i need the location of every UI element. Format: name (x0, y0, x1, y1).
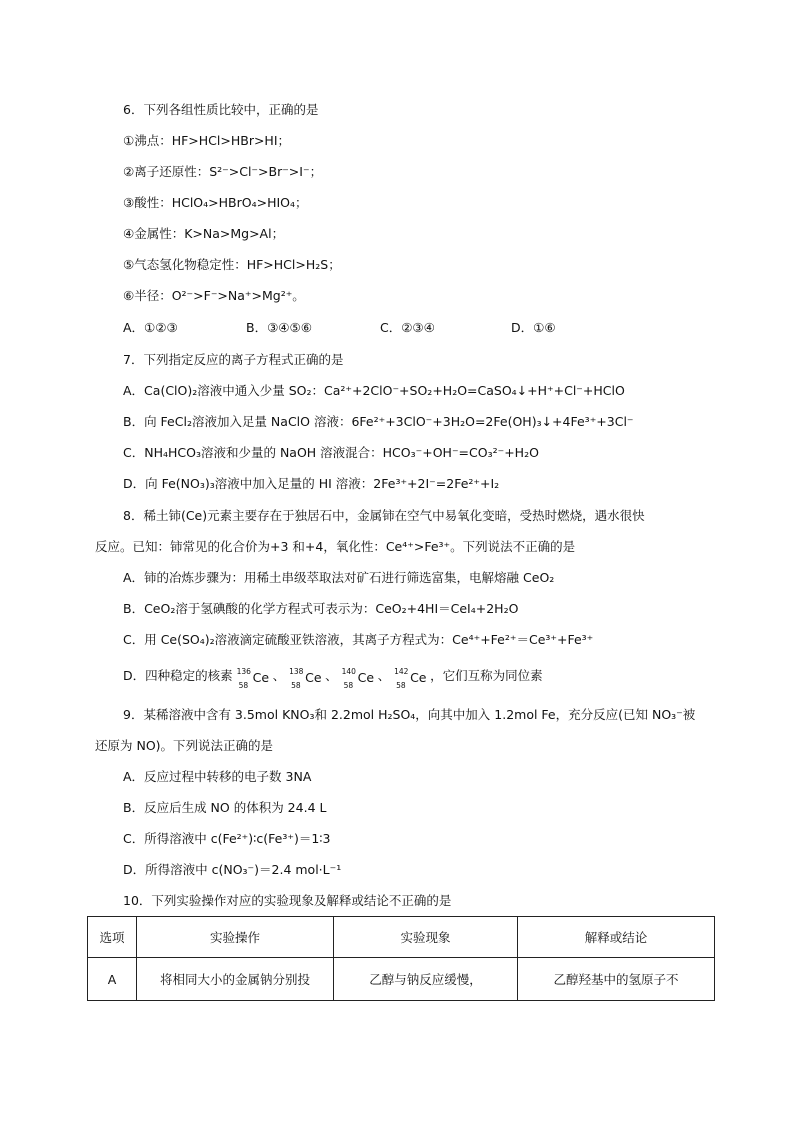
q8-stem-line1: 8．稀土铈(Ce)元素主要存在于独居石中，金属铈在空气中易氧化变暗，受热时燃烧，遇水很快 (123, 508, 645, 523)
q6-item-2: ②离子还原性：S²⁻>Cl⁻>Br⁻>I⁻； (123, 164, 323, 179)
q6-option-a: A．①②③ (123, 320, 178, 335)
q7-option-d: D．向 Fe(NO₃)₃溶液中加入足量的 HI 溶液：2Fe³⁺+2I⁻=2Fe²⁺+I₂ (123, 476, 500, 491)
q9-option-d: D．所得溶液中 c(NO₃⁻)＝2.4 mol·L⁻¹ (123, 862, 342, 877)
q6-options (123, 319, 556, 337)
q8-option-a: A．铈的冶炼步骤为：用稀土串级萃取法对矿石进行筛选富集，电解熔融 CeO₂ (123, 570, 555, 585)
q9-option-b: B．反应后生成 NO 的体积为 24.4 L (123, 800, 327, 815)
q7-option-a: A．Ca(ClO)₂溶液中通入少量 SO₂：Ca²⁺+2ClO⁻+SO₂+H₂O=CaSO₄↓+H⁺+Cl⁻+HClO (123, 383, 625, 398)
cell-option: A (88, 958, 137, 1001)
q10-stem: 10．下列实验操作对应的实验现象及解释或结论不正确的是 (123, 893, 452, 908)
q6-item-6: ⑥半径：O²⁻>F⁻>Na⁺>Mg²⁺。 (123, 288, 305, 303)
q9-option-c: C．所得溶液中 c(Fe²⁺)∶c(Fe³⁺)＝1∶3 (123, 831, 331, 846)
nuclide-ce-138: 138 58 Ce (289, 666, 322, 690)
q8-stem-line2: 反应。已知：铈常见的化合价为+3 和+4，氧化性：Ce⁴⁺>Fe³⁺。下列说法不正确的是 (95, 539, 576, 554)
q6-item-4: ④金属性：K>Na>Mg>Al； (123, 226, 285, 241)
header-operation: 实验操作 (137, 917, 334, 958)
table-row (88, 958, 715, 1001)
cell-conclusion: 乙醇羟基中的氢原子不 (518, 958, 715, 1001)
table-header-row (88, 917, 715, 958)
q8-option-d: D．四种稳定的核素 136 58 Ce 、 138 58 Ce 、 140 58 Ce 、 142 58 Ce ，它们互称为同位素 (123, 666, 543, 690)
q6-item-1: ①沸点：HF>HCl>HBr>HI； (123, 133, 291, 148)
q6-item-3: ③酸性：HClO₄>HBrO₄>HIO₄； (123, 195, 308, 210)
q8-option-d-suffix: ，它们互称为同位素 (430, 668, 543, 683)
header-option: 选项 (88, 917, 137, 958)
experiment-table (87, 916, 715, 1001)
q6-item-5: ⑤气态氢化物稳定性：HF>HCl>H₂S； (123, 257, 341, 272)
header-conclusion: 解释或结论 (518, 917, 715, 958)
q9-option-a: A．反应过程中转移的电子数 3NA (123, 769, 312, 784)
nuclide-ce-142: 142 58 Ce (394, 666, 427, 690)
nuclide-ce-136: 136 58 Ce (236, 666, 270, 690)
q8-option-b: B．CeO₂溶于氢碘酸的化学方程式可表示为：CeO₂+4HI＝CeI₄+2H₂O (123, 601, 519, 616)
q7-stem: 7．下列指定反应的离子方程式正确的是 (123, 352, 344, 367)
q6-stem: 6．下列各组性质比较中，正确的是 (123, 102, 319, 117)
q8-option-c: C．用 Ce(SO₄)₂溶液滴定硫酸亚铁溶液，其离子方程式为：Ce⁴⁺+Fe²⁺＝Ce³⁺+Fe³⁺ (123, 632, 594, 647)
q7-option-c: C．NH₄HCO₃溶液和少量的 NaOH 溶液混合：HCO₃⁻+OH⁻=CO₃²⁻+H₂O (123, 445, 539, 460)
q6-option-d: D．①⑥ (511, 320, 556, 335)
q9-stem-line1: 9．某稀溶液中含有 3.5mol KNO₃和 2.2mol H₂SO₄，向其中加入 1.2mol Fe，充分反应(已知 NO₃⁻被 (123, 707, 696, 722)
cell-operation: 将相同大小的金属钠分别投 (137, 958, 334, 1001)
nuclide-ce-140: 140 58 Ce (341, 666, 375, 690)
header-phenomenon: 实验现象 (334, 917, 518, 958)
cell-phenomenon: 乙醇与钠反应缓慢， (334, 958, 518, 1001)
q6-option-c: C．②③④ (380, 320, 435, 335)
q8-option-d-prefix: D．四种稳定的核素 (123, 668, 233, 683)
q7-option-b: B．向 FeCl₂溶液加入足量 NaClO 溶液：6Fe²⁺+3ClO⁻+3H₂O=2Fe(OH)₃↓+4Fe³⁺+3Cl⁻ (123, 414, 634, 429)
q6-option-b: B．③④⑤⑥ (246, 320, 312, 335)
q9-stem-line2: 还原为 NO)。下列说法正确的是 (95, 738, 274, 753)
